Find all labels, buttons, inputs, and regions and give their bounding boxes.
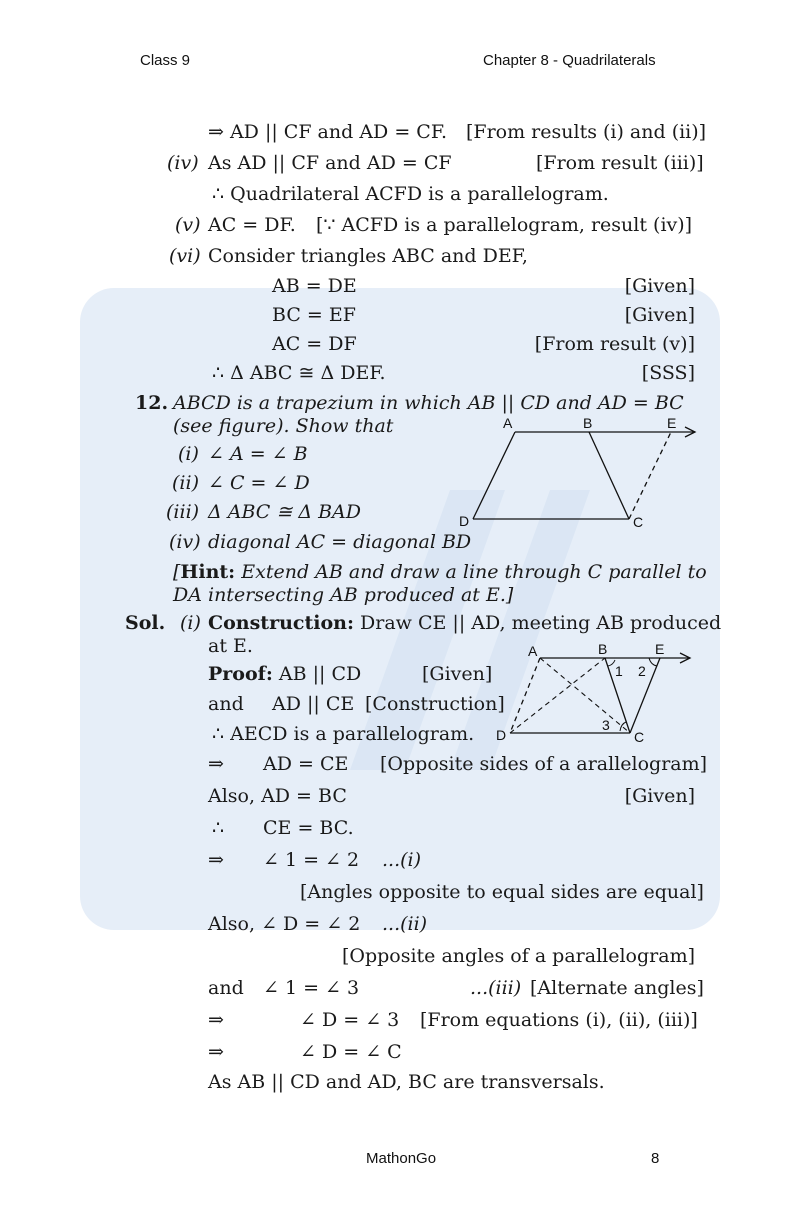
proof-label: Proof: <box>208 663 273 685</box>
proof-angleD-eq-angle2: Also, ∠ D = ∠ 2 <box>208 913 361 935</box>
step-iv-conclusion: ∴ Quadrilateral ACFD is a parallelogram. <box>212 183 609 205</box>
hint-text-1: Extend AB and draw a line through C parallel to <box>241 561 707 583</box>
part-text-iv: diagonal AC = diagonal BD <box>208 531 472 553</box>
implies-13: ⇒ <box>208 1041 224 1063</box>
implies-12: ⇒ <box>208 1009 224 1031</box>
header-chapter: Chapter 8 - Quadrilaterals <box>483 52 656 69</box>
step-iv-reason: [From result (iii)] <box>536 152 704 174</box>
proof-ad-eq-bc-reason: [Given] <box>624 785 695 807</box>
reason-result-1: [From results (i) and (ii)] <box>466 121 707 143</box>
question-number: 12. <box>135 392 169 414</box>
fig1-label-d: D <box>459 513 470 529</box>
congruence-reason: [SSS] <box>641 362 695 384</box>
proof-aecd-parallelogram: ∴ AECD is a parallelogram. <box>212 723 475 745</box>
hint-text-2: DA intersecting AB produced at E. <box>173 584 506 606</box>
fig2-label-c: C <box>634 729 645 745</box>
part-num-ii: (ii) <box>172 472 199 494</box>
step-iv-text: As AD || CF and AD = CF <box>208 152 452 174</box>
step-v-text: AC = DF. <box>208 214 296 236</box>
congruence-conclusion: ∴ Δ ABC ≅ Δ DEF. <box>212 362 386 384</box>
fig2-angle-3: 3 <box>602 717 610 733</box>
proof-equations-reason: [From equations (i), (ii), (iii)] <box>420 1009 698 1031</box>
hint-line-1: [Hint: Extend AB and draw a line through C parallel to <box>173 561 707 583</box>
fig1-label-b: B <box>583 415 593 431</box>
part-text-iii: Δ ABC ≅ Δ BAD <box>208 501 362 523</box>
part-num-iv: (iv) <box>169 531 201 553</box>
eq-ac-df: AC = DF <box>272 333 357 355</box>
construction-text-2: at E. <box>208 635 253 657</box>
eq-bc-ef-reason: [Given] <box>624 304 695 326</box>
fig2-angle-1: 1 <box>615 663 623 679</box>
fig2-label-b: B <box>598 641 608 657</box>
step-num-vi: (vi) <box>169 245 201 267</box>
proof-angleD-eq-angleC: ∠ D = ∠ C <box>300 1041 402 1063</box>
part-num-iii: (iii) <box>166 501 200 523</box>
proof-ad-eq-ce: AD = CE <box>263 753 349 775</box>
eq-ref-ii: ...(ii) <box>382 913 428 935</box>
line-result-1: ⇒ AD || CF and AD = CF. <box>208 121 448 143</box>
implies-4: ⇒ <box>208 753 224 775</box>
hint-line-2: DA intersecting AB produced at E.] <box>173 584 514 606</box>
construction-line <box>208 611 721 635</box>
proof-opposite-angles-reason: [Opposite angles of a parallelogram] <box>341 945 695 967</box>
part-text-i: ∠ A = ∠ B <box>208 443 308 465</box>
part-num-i: (i) <box>178 443 199 465</box>
proof-ce-eq-bc: CE = BC. <box>263 817 354 839</box>
sol-label: Sol. <box>125 612 166 634</box>
fig2-label-a: A <box>528 643 538 659</box>
hint-label: Hint: <box>180 561 236 583</box>
question-stmt-2: (see figure). Show that <box>173 415 394 437</box>
proof-angle1-eq-angle3: ∠ 1 = ∠ 3 <box>263 977 360 999</box>
eq-ref-iii: ...(iii) <box>470 977 522 999</box>
therefore-6: ∴ <box>212 817 225 839</box>
footer-page-number: 8 <box>651 1150 660 1167</box>
proof-ad-ce-reason: [Construction] <box>365 693 505 715</box>
fig2-angle-2: 2 <box>638 663 646 679</box>
proof-transversals: As AB || CD and AD, BC are transversals. <box>208 1071 605 1093</box>
trapezium-figure <box>455 414 705 536</box>
eq-bc-ef: BC = EF <box>272 304 356 326</box>
proof-and-11: and <box>208 977 244 999</box>
header-class: Class 9 <box>140 52 191 69</box>
proof-angle1-eq-angle2: ∠ 1 = ∠ 2 <box>263 849 360 871</box>
sol-part-i: (i) <box>180 612 201 634</box>
eq-ab-de: AB = DE <box>272 275 357 297</box>
proof-ad-eq-ce-reason: [Opposite sides of a arallelogram] <box>380 753 708 775</box>
step-v-reason: [∵ ACFD is a parallelogram, result (iv)] <box>316 214 693 236</box>
fig1-label-a: A <box>503 415 513 431</box>
construction-label: Construction: <box>208 612 354 634</box>
proof-ab-cd: AB || CD <box>278 663 362 685</box>
eq-ac-df-reason: [From result (v)] <box>534 333 695 355</box>
part-text-ii: ∠ C = ∠ D <box>208 472 310 494</box>
implies-7: ⇒ <box>208 849 224 871</box>
parallelogram-figure <box>492 640 702 748</box>
proof-ad-ce: AD || CE <box>272 693 355 715</box>
proof-angles-reason: [Angles opposite to equal sides are equal] <box>300 881 704 903</box>
eq-ab-de-reason: [Given] <box>624 275 695 297</box>
fig2-label-d: D <box>496 727 507 743</box>
proof-and-1: and <box>208 693 244 715</box>
step-num-v: (v) <box>175 214 201 236</box>
fig1-label-c: C <box>633 514 644 530</box>
proof-ad-eq-bc: Also, AD = BC <box>208 785 347 807</box>
proof-angleD-eq-angle3: ∠ D = ∠ 3 <box>300 1009 400 1031</box>
eq-ref-i: ...(i) <box>382 849 422 871</box>
proof-alternate-angles-reason: [Alternate angles] <box>530 977 704 999</box>
proof-line-1 <box>208 662 361 686</box>
footer-brand: MathonGo <box>366 1150 437 1167</box>
step-num-iv: (iv) <box>167 152 199 174</box>
fig2-label-e: E <box>655 641 665 657</box>
question-stmt-1: ABCD is a trapezium in which AB || CD and AD = BC <box>173 392 684 414</box>
construction-text: Draw CE || AD, meeting AB produced <box>360 612 722 634</box>
proof-ab-cd-reason: [Given] <box>422 663 493 685</box>
step-vi-text: Consider triangles ABC and DEF, <box>208 245 528 267</box>
fig1-label-e: E <box>667 415 677 431</box>
